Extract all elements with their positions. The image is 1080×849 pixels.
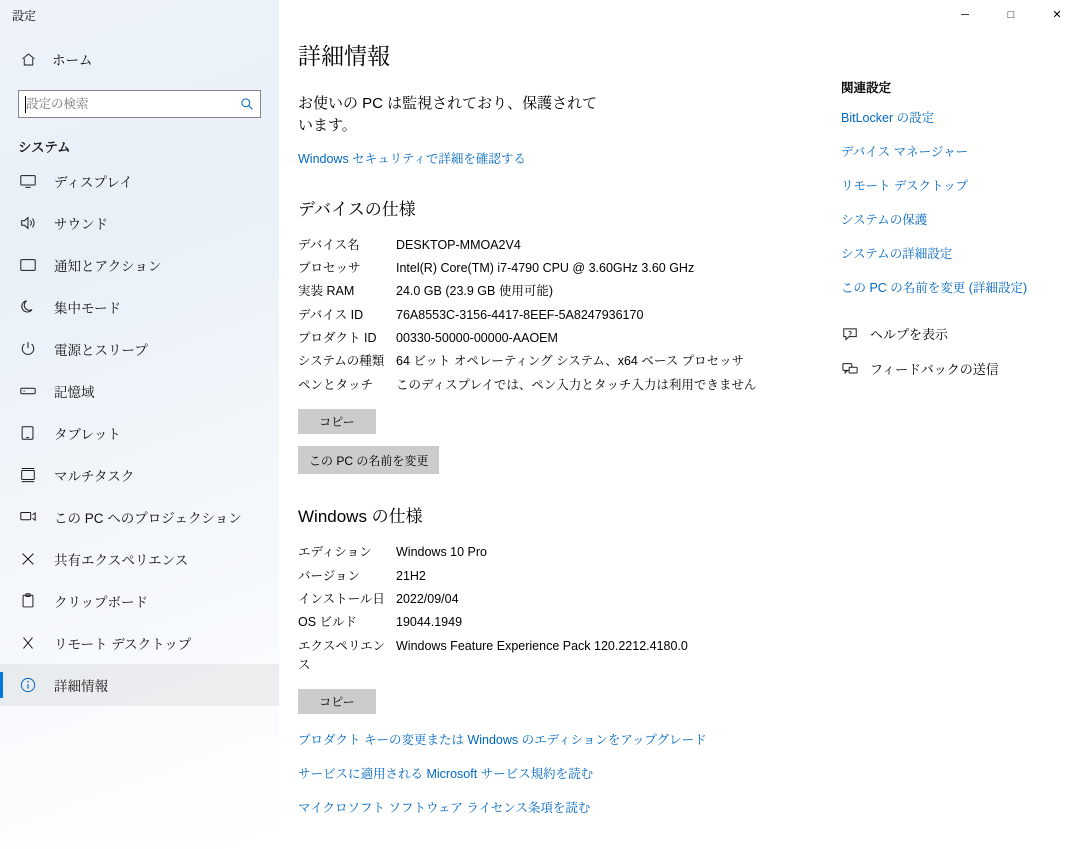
services-agreement-link[interactable]: サービスに適用される Microsoft サービス規約を読む bbox=[298, 767, 594, 782]
clipboard-icon bbox=[18, 591, 38, 611]
sidebar-item-label: マルチタスク bbox=[54, 469, 135, 484]
spec-value: 24.0 GB (23.9 GB 使用可能) bbox=[396, 284, 553, 299]
help-icon bbox=[841, 325, 859, 343]
storage-icon bbox=[18, 381, 38, 401]
spec-key: ペンとタッチ bbox=[298, 377, 374, 392]
copy-windows-spec-button[interactable]: コピー bbox=[298, 689, 376, 714]
sidebar-item-label: クリップボード bbox=[54, 595, 148, 610]
window-title: 設定 bbox=[12, 9, 37, 23]
send-feedback-row[interactable] bbox=[841, 359, 1071, 378]
spec-value: 00330-50000-00000-AAOEM bbox=[396, 331, 558, 345]
table-row bbox=[298, 635, 818, 678]
advanced-system-settings-link[interactable]: システムの詳細設定 bbox=[841, 247, 953, 261]
spec-key: インストール日 bbox=[298, 591, 385, 606]
table-row bbox=[298, 611, 818, 634]
device-spec-title: デバイスの仕様 bbox=[298, 199, 416, 219]
spec-value: Windows Feature Experience Pack 120.2212.4180.0 bbox=[396, 638, 688, 653]
windows-security-link[interactable]: Windows セキュリティで詳細を確認する bbox=[298, 151, 526, 166]
sidebar-section-title: システム bbox=[18, 140, 71, 155]
main-content bbox=[279, 0, 1080, 849]
spec-key: システムの種類 bbox=[298, 354, 385, 369]
sidebar-item-power-sleep[interactable] bbox=[0, 328, 279, 370]
sidebar-item-remote-desktop[interactable] bbox=[0, 622, 279, 664]
sidebar-item-label: 電源とスリープ bbox=[54, 343, 148, 358]
notification-icon bbox=[18, 255, 38, 275]
spec-key: プロセッサ bbox=[298, 260, 361, 275]
device-manager-link[interactable]: デバイス マネージャー bbox=[841, 145, 969, 159]
table-row bbox=[298, 327, 818, 350]
spec-value: 21H2 bbox=[396, 568, 426, 583]
search-icon[interactable] bbox=[234, 97, 260, 111]
windows-spec-title: Windows の仕様 bbox=[298, 507, 423, 527]
get-help-row[interactable] bbox=[841, 324, 1071, 343]
table-row bbox=[298, 565, 818, 588]
spec-value: 19044.1949 bbox=[396, 615, 463, 630]
projection-icon bbox=[18, 507, 38, 527]
search-box[interactable] bbox=[18, 90, 261, 118]
sidebar-item-label: 集中モード bbox=[54, 301, 121, 316]
sidebar-item-label: 通知とアクション bbox=[54, 259, 162, 274]
spec-value: 64 ビット オペレーティング システム、x64 ベース プロセッサ bbox=[396, 354, 745, 369]
close-button[interactable]: ✕ bbox=[1052, 8, 1062, 21]
about-content bbox=[298, 32, 818, 816]
remote-desktop-link[interactable]: リモート デスクトップ bbox=[841, 179, 969, 193]
sidebar-item-projecting[interactable] bbox=[0, 496, 279, 538]
title-bar bbox=[0, 0, 1080, 32]
minimize-button[interactable]: ─ bbox=[961, 8, 969, 21]
table-row bbox=[298, 350, 818, 373]
sidebar-item-label: 記憶域 bbox=[54, 385, 95, 400]
maximize-button[interactable]: □ bbox=[1007, 8, 1015, 21]
sidebar-item-storage[interactable] bbox=[0, 370, 279, 412]
rename-pc-advanced-link[interactable]: この PC の名前を変更 (詳細設定) bbox=[841, 281, 1028, 295]
window-controls bbox=[942, 0, 1080, 30]
sidebar-item-tablet[interactable] bbox=[0, 412, 279, 454]
spec-key: デバイス名 bbox=[298, 237, 360, 252]
spec-key: プロダクト ID bbox=[298, 331, 377, 345]
search-caret bbox=[25, 96, 26, 113]
search-input[interactable] bbox=[19, 97, 234, 111]
sidebar-item-label: 詳細情報 bbox=[54, 679, 108, 694]
spec-value: このディスプレイでは、ペン入力とタッチ入力は利用できません bbox=[396, 377, 757, 392]
feedback-icon bbox=[841, 360, 859, 378]
page-title: 詳細情報 bbox=[298, 43, 390, 69]
sidebar-item-sound[interactable] bbox=[0, 202, 279, 244]
related-settings-heading: 関連設定 bbox=[841, 81, 892, 95]
spec-key: OS ビルド bbox=[298, 615, 358, 630]
share-icon bbox=[18, 549, 38, 569]
sidebar-home-label: ホーム bbox=[52, 53, 93, 68]
protection-status-text: お使いの PC は監視されており、保護されています。 bbox=[298, 95, 598, 134]
table-row bbox=[298, 280, 818, 303]
remote-desktop-icon bbox=[18, 633, 38, 653]
help-section bbox=[841, 324, 1071, 378]
related-settings-rail bbox=[841, 78, 1071, 394]
display-icon bbox=[18, 171, 38, 191]
tablet-icon bbox=[18, 423, 38, 443]
get-help-label: ヘルプを表示 bbox=[870, 327, 949, 342]
sidebar-item-label: リモート デスクトップ bbox=[54, 637, 192, 652]
sidebar-item-notifications[interactable] bbox=[0, 244, 279, 286]
moon-icon bbox=[18, 297, 38, 317]
sidebar-item-label: ディスプレイ bbox=[54, 175, 133, 190]
change-product-key-link[interactable]: プロダクト キーの変更または Windows のエディションをアップグレード bbox=[298, 733, 707, 748]
system-protection-link[interactable]: システムの保護 bbox=[841, 213, 928, 227]
table-row bbox=[298, 304, 818, 327]
sidebar-item-clipboard[interactable] bbox=[0, 580, 279, 622]
info-icon bbox=[18, 675, 38, 695]
sidebar-item-label: この PC へのプロジェクション bbox=[54, 511, 242, 526]
rename-pc-button[interactable]: この PC の名前を変更 bbox=[298, 446, 439, 474]
spec-key: バージョン bbox=[298, 568, 361, 583]
table-row bbox=[298, 234, 818, 257]
table-row bbox=[298, 541, 818, 564]
sidebar-item-display[interactable] bbox=[0, 160, 279, 202]
device-spec-table bbox=[298, 234, 818, 398]
sidebar bbox=[0, 0, 279, 849]
sidebar-nav-list bbox=[0, 160, 279, 706]
sidebar-item-focus-assist[interactable] bbox=[0, 286, 279, 328]
home-icon bbox=[18, 49, 38, 69]
table-row bbox=[298, 374, 818, 397]
license-terms-link[interactable]: マイクロソフト ソフトウェア ライセンス条項を読む bbox=[298, 801, 591, 816]
sidebar-item-about[interactable] bbox=[0, 664, 279, 706]
bitlocker-settings-link[interactable]: BitLocker の設定 bbox=[841, 111, 935, 125]
table-row bbox=[298, 257, 818, 280]
copy-device-spec-button[interactable]: コピー bbox=[298, 409, 376, 434]
bottom-links bbox=[298, 730, 818, 816]
sidebar-item-label: タブレット bbox=[54, 427, 121, 442]
spec-value: Intel(R) Core(TM) i7-4790 CPU @ 3.60GHz 3.60 GHz bbox=[396, 260, 695, 275]
spec-key: デバイス ID bbox=[298, 307, 364, 322]
spec-value: Windows 10 Pro bbox=[396, 545, 488, 560]
spec-key: エディション bbox=[298, 545, 372, 560]
spec-value: 76A8553C-3156-4417-8EEF-5A8247936170 bbox=[396, 307, 644, 322]
spec-value: DESKTOP-MMOA2V4 bbox=[396, 237, 521, 252]
windows-spec-table bbox=[298, 541, 818, 677]
sidebar-item-home[interactable] bbox=[0, 44, 279, 74]
device-spec-actions bbox=[298, 397, 818, 474]
spec-value: 2022/09/04 bbox=[396, 591, 459, 606]
sound-icon bbox=[18, 213, 38, 233]
power-icon bbox=[18, 339, 38, 359]
sidebar-item-multitasking[interactable] bbox=[0, 454, 279, 496]
sidebar-item-shared-experiences[interactable] bbox=[0, 538, 279, 580]
multitask-icon bbox=[18, 465, 38, 485]
send-feedback-label: フィードバックの送信 bbox=[870, 362, 999, 377]
sidebar-item-label: 共有エクスペリエンス bbox=[54, 553, 189, 568]
sidebar-item-label: サウンド bbox=[54, 217, 108, 232]
table-row bbox=[298, 588, 818, 611]
spec-key: エクスペリエンス bbox=[298, 638, 386, 672]
spec-key: 実装 RAM bbox=[298, 284, 355, 299]
